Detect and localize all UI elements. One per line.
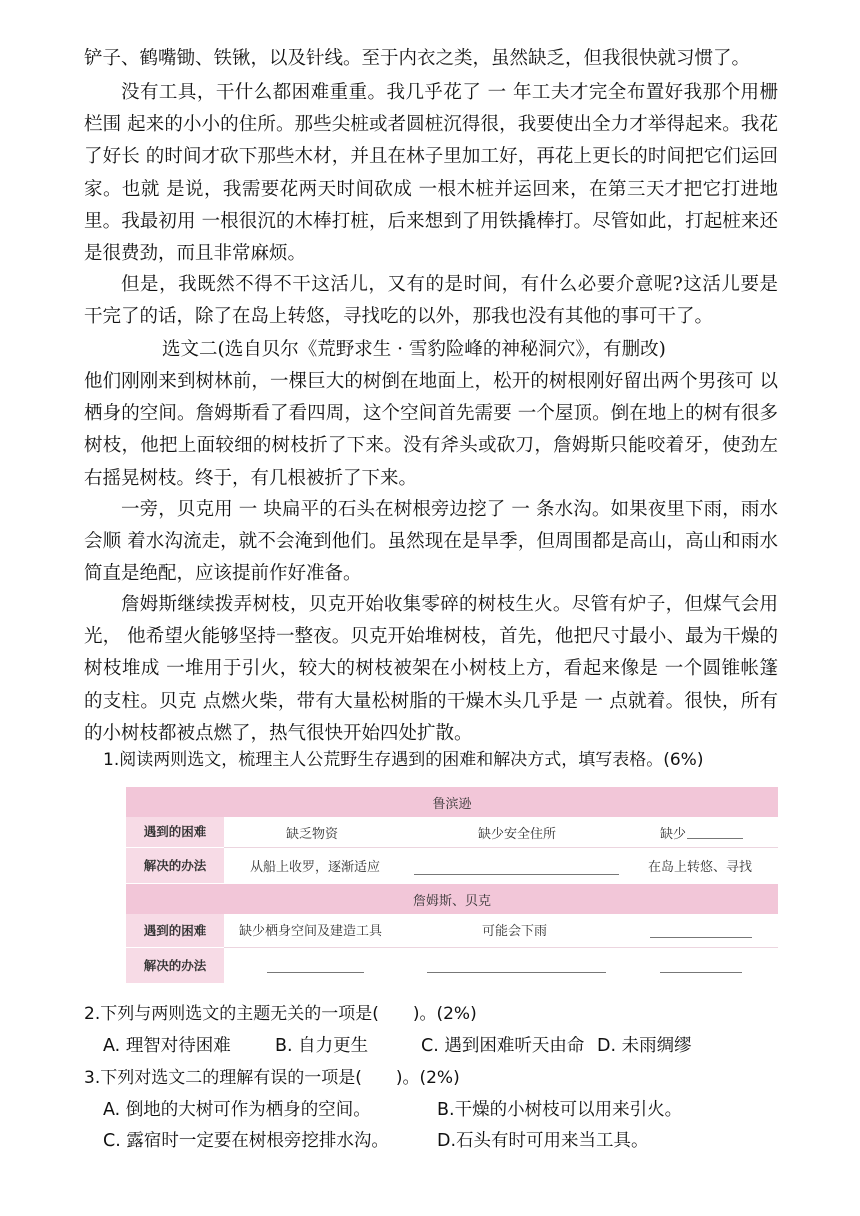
option-b[interactable] bbox=[437, 1096, 682, 1124]
table-cell: 缺少栖身空间及建造工具 bbox=[239, 924, 383, 939]
passage1-paragraph-3: 但是，我既然不得不干这活儿，又有的是时间，有什么必要介意呢?这活儿要是干完了的话，除了在岛上转悠，寻找吃的以外，那我也没有其他的事可干了。 bbox=[84, 274, 778, 328]
row-label-problem: 遇到的困难 bbox=[126, 914, 224, 947]
option-text: 露宿时一定要在树根旁挖排水沟。 bbox=[126, 1131, 389, 1151]
option-d[interactable] bbox=[597, 1032, 692, 1060]
option-letter: D. bbox=[597, 1036, 617, 1056]
option-text: 石头有时可用来当工具。 bbox=[456, 1131, 649, 1151]
answer-blank[interactable] bbox=[414, 874, 619, 875]
section-title: 詹姆斯、贝克 bbox=[412, 894, 491, 909]
answer-blank[interactable] bbox=[660, 972, 742, 973]
answer-blank[interactable] bbox=[687, 838, 743, 839]
passage2-caption: 选文二(选自贝尔《荒野求生 · 雪豹险峰的神秘洞穴》，有删改) bbox=[162, 339, 666, 360]
option-a[interactable] bbox=[103, 1032, 231, 1060]
answer-blank[interactable] bbox=[650, 937, 752, 938]
option-letter: A. bbox=[103, 1100, 121, 1120]
table-cell: 在岛上转悠、寻找 bbox=[648, 860, 753, 875]
row-label-problem: 遇到的困难 bbox=[126, 817, 224, 847]
row-divider bbox=[224, 847, 778, 848]
passage2-paragraph-3: 詹姆斯继续拨弄树枝，贝克开始收集零碎的树枝生火。尽管有炉子，但煤气会用光， 他希望火能够坚持一整夜。贝克开始堆树枝，首先，他把尺寸最小、最为干燥的树枝堆成 一堆用于引火，较大的树枝被架在小树枝上方，看起来像是 一个圆锥帐篷的支柱。贝克 点燃火柴，带有大量松树脂的干燥木头几乎是 一 点就着。很快，所有的小树枝都被点燃了，热气很快开始四处扩散。 bbox=[84, 594, 778, 744]
answer-blank[interactable] bbox=[267, 972, 364, 973]
option-letter: D. bbox=[437, 1131, 457, 1151]
option-a[interactable] bbox=[103, 1096, 371, 1124]
option-text: 遇到困难听天由命 bbox=[444, 1036, 585, 1056]
option-c[interactable] bbox=[103, 1127, 389, 1155]
passage1-paragraph-1: 铲子、鹤嘴锄、铁锹，以及针线。至于内衣之类，虽然缺乏，但我很快就习惯了。 bbox=[84, 48, 751, 69]
option-text: 倒地的大树可作为栖身的空间。 bbox=[125, 1100, 371, 1120]
row-divider bbox=[224, 947, 778, 948]
row-label-solution: 解决的办法 bbox=[126, 848, 224, 883]
table-cell: 从船上收罗，逐渐适应 bbox=[250, 860, 381, 875]
table-cell: 缺乏物资 bbox=[286, 827, 339, 842]
answer-table bbox=[126, 787, 778, 983]
table-section-header-robinson bbox=[126, 787, 778, 817]
question-3: 3.下列对选文二的理解有误的一项是( )。(2%) bbox=[84, 1068, 460, 1088]
passage2-paragraph-2: 一旁，贝克用 一 块扁平的石头在树根旁边挖了 一 条水沟。如果夜里下雨，雨水会顺 着水沟流走，就不会淹到他们。虽然现在是旱季，但周围都是高山，高山和雨水简直是绝配，应该提前作好准备。 bbox=[84, 499, 778, 585]
option-text: 未雨绸缪 bbox=[621, 1036, 692, 1056]
option-d[interactable] bbox=[437, 1127, 649, 1155]
table-cell: 缺少安全住所 bbox=[478, 827, 557, 842]
option-c[interactable] bbox=[421, 1032, 584, 1060]
section-title: 鲁滨逊 bbox=[432, 797, 472, 812]
option-text: 干燥的小树枝可以用来引火。 bbox=[454, 1100, 683, 1120]
option-text: 理智对待困难 bbox=[125, 1036, 231, 1056]
answer-blank[interactable] bbox=[427, 972, 606, 973]
table-cell: 缺少 bbox=[660, 827, 687, 842]
row-label-solution: 解决的办法 bbox=[126, 948, 224, 983]
table-section-header-james-beck bbox=[126, 884, 778, 914]
question-1: 1.阅读两则选文，梳理主人公荒野生存遇到的困难和解决方式，填写表格。(6%) bbox=[103, 750, 704, 770]
passage1-paragraph-2: 没有工具，干什么都困难重重。我几乎花了 一 年工夫才完全布置好我那个用栅栏围 起来的小小的住所。那些尖桩或者圆桩沉得很，我要使出全力才举得起来。我花了好长 的时间才砍下那些木材，并且在林子里加工好，再花上更长的时间把它们运回家。也就 是说，我需要花两天时间砍成 一根木桩并运回来，在第三天才把它打进地里。我最初用 一根很沉的木棒打桩，后来想到了用铁撬棒打。尽管如此，打起桩来还是很费劲，而且非常麻烦。 bbox=[84, 82, 778, 265]
passage2-paragraph-1: 他们刚刚来到树林前，一棵巨大的树倒在地面上，松开的树根刚好留出两个男孩可 以栖身的空间。詹姆斯看了看四周，这个空间首先需要 一个屋顶。倒在地上的树有很多树枝，他把上面较细的树枝折了下来。没有斧头或砍刀，詹姆斯只能咬着牙，使劲左右摇晃树枝。终于，有几根被折了下来。 bbox=[84, 371, 778, 489]
option-b[interactable] bbox=[275, 1032, 368, 1060]
option-letter: A. bbox=[103, 1036, 121, 1056]
option-letter: C. bbox=[103, 1131, 121, 1151]
option-letter: B. bbox=[275, 1036, 293, 1056]
table-cell: 可能会下雨 bbox=[482, 924, 548, 939]
option-text: 自力更生 bbox=[298, 1036, 369, 1056]
option-letter: B. bbox=[437, 1100, 455, 1120]
option-letter: C. bbox=[421, 1036, 439, 1056]
question-2: 2.下列与两则选文的主题无关的一项是( )。(2%) bbox=[84, 1004, 477, 1024]
